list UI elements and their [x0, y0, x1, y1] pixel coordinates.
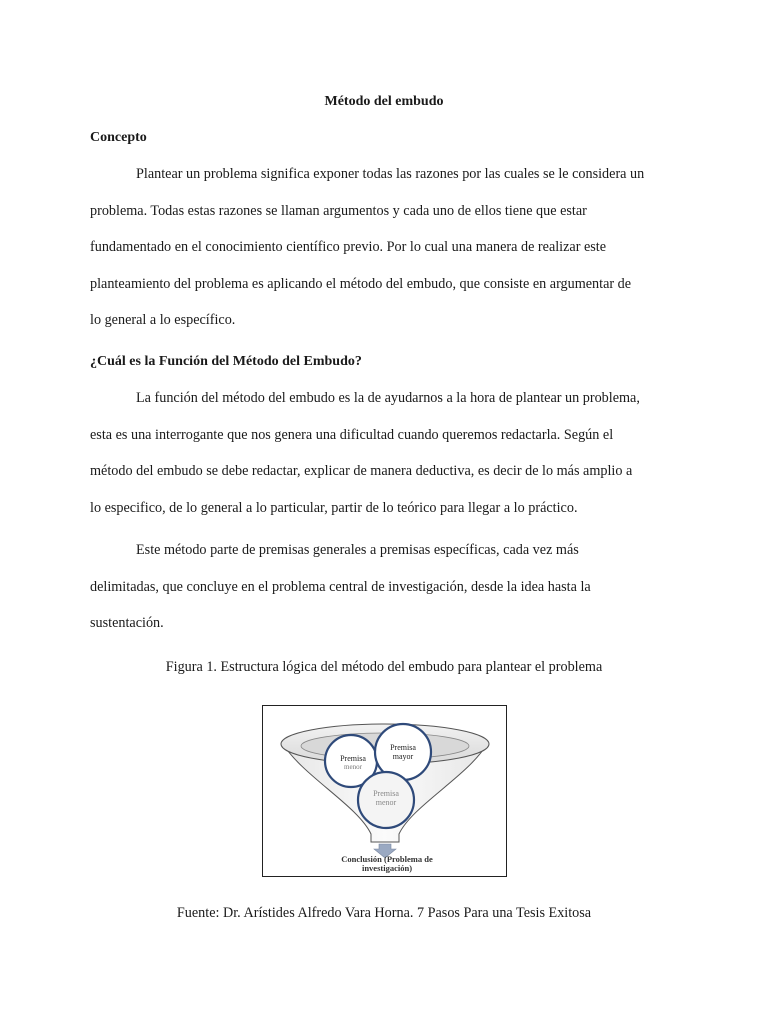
label-premisa-mayor-2: mayor	[392, 752, 414, 761]
paragraph-line: lo especifico, de lo general a lo particular, partir de lo teórico para llegar a lo práctico.	[90, 499, 578, 516]
label-conclusion-1: Conclusión (Problema de	[341, 854, 433, 864]
label-conclusion-2: investigación)	[361, 863, 413, 873]
funnel-figure	[262, 705, 507, 877]
section-heading-funcion: ¿Cuál es la Función del Método del Embudo?	[90, 354, 362, 369]
section-heading-concepto: Concepto	[90, 130, 147, 145]
label-premisa-menor-bottom-1: Premisa	[373, 789, 399, 798]
paragraph-line: sustentación.	[90, 615, 164, 631]
paragraph-premisas	[90, 532, 690, 642]
paragraph-line: delimitadas, que concluye en el problema central de investigación, desde la idea hasta la	[90, 578, 591, 595]
figure-source: Fuente: Dr. Arístides Alfredo Vara Horna. 7 Pasos Para una Tesis Exitosa	[176, 905, 592, 921]
paragraph-funcion	[90, 380, 690, 526]
label-premisa-mayor-1: Premisa	[390, 743, 416, 752]
paragraph-line: problema. Todas estas razones se llaman argumentos y cada uno de ellos tiene que estar	[90, 202, 587, 219]
paragraph-line: Este método parte de premisas generales a premisas específicas, cada vez más	[136, 542, 579, 558]
paragraph-line: esta es una interrogante que nos genera una dificultad cuando queremos redactarla. Según el	[90, 426, 614, 443]
label-premisa-menor-left-1: Premisa	[340, 754, 366, 763]
figure-caption: Figura 1. Estructura lógica del método del embudo para plantear el problema	[165, 659, 603, 675]
label-premisa-menor-bottom-2: menor	[375, 798, 397, 807]
label-premisa-menor-left-2: menor	[344, 763, 362, 771]
paragraph-line: planteamiento del problema es aplicando el método del embudo, que consiste en argumentar de	[90, 275, 632, 292]
paragraph-line: método del embudo se debe redactar, explicar de manera deductiva, es decir de lo más amplio a	[90, 463, 633, 479]
funnel-diagram	[263, 706, 506, 876]
paragraph-concepto	[90, 156, 690, 339]
paragraph-line: lo general a lo específico.	[90, 312, 236, 328]
paragraph-line: fundamentado en el conocimiento científico previo. Por lo cual una manera de realizar este	[90, 239, 607, 255]
document-title: Método del embudo	[324, 94, 444, 109]
paragraph-line: La función del método del embudo es la de ayudarnos a la hora de plantear un problema,	[136, 390, 640, 406]
paragraph-line: Plantear un problema significa exponer todas las razones por las cuales se le considera un	[136, 166, 645, 182]
